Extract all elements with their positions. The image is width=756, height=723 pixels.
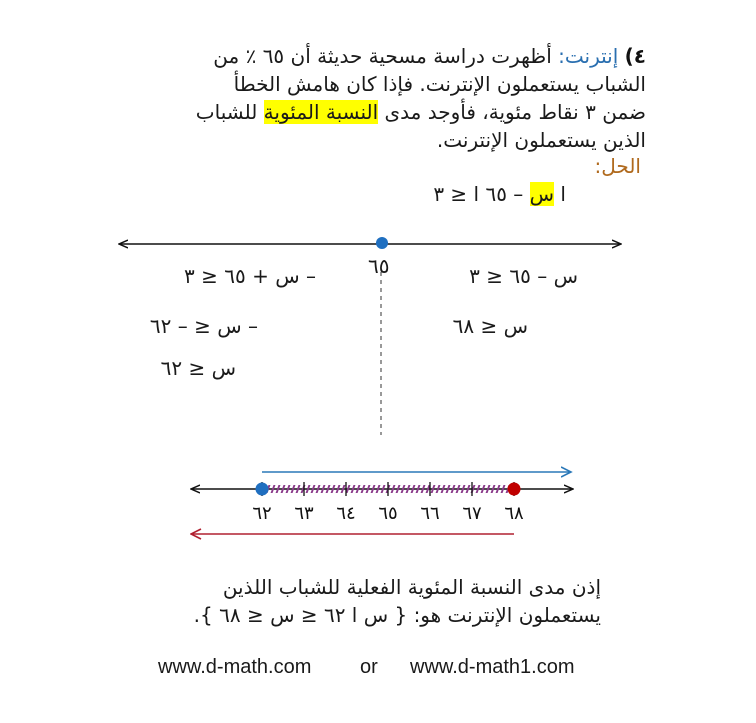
eq-variable: س (529, 182, 555, 206)
problem-text-1: أظهرت دراسة مسحية حديثة أن ٦٥ ٪ من (213, 44, 559, 68)
conclusion-line-2: يستعملون الإنترنت هو: { س ا ٦٢ ≤ س ≤ ٦٨ }. (193, 603, 601, 627)
problem-number: ٤) (624, 44, 646, 68)
left-case-line-1: – س + ٦٥ ≤ ٣ (184, 264, 316, 288)
tick-label: ٦٢ (252, 503, 272, 524)
left-case-line-3: س ≤ ٦٢ (160, 356, 236, 380)
problem-line-2: الشباب يستعملون الإنترنت. فإذا كان هامش الخطأ (233, 72, 646, 96)
problem-line-4: الذين يستعملون الإنترنت. (436, 128, 646, 152)
tick-label: ٦٦ (420, 503, 440, 524)
tick-label: ٦٨ (504, 503, 524, 524)
footer-site-1: www.d-math.com (158, 656, 312, 678)
tick-label: ٦٤ (336, 503, 356, 524)
right-endpoint (508, 483, 521, 496)
left-endpoint (256, 483, 269, 496)
problem-text-3a: ضمن ٣ نقاط مئوية، فأوجد مدى (378, 100, 646, 124)
conclusion-line-1: إذن مدى النسبة المئوية الفعلية للشباب اللذين (222, 575, 601, 599)
highlighted-term: النسبة المئوية (263, 100, 379, 124)
eq-start: ا (554, 182, 566, 206)
center-point (376, 237, 388, 249)
tick-label: ٦٥ (378, 503, 398, 524)
right-case-line-2: س ≤ ٦٨ (452, 314, 528, 338)
footer-separator: or (360, 656, 378, 678)
center-label: ٦٥ (368, 254, 390, 278)
left-case-line-2: – س ≤ – ٦٢ (149, 314, 258, 338)
tick-label: ٦٣ (294, 503, 314, 524)
problem-topic: إنترنت: (558, 44, 619, 68)
problem-text-3b: للشباب (195, 100, 264, 124)
solution-label: الحل: (594, 154, 641, 178)
footer-site-2: www.d-math1.com (410, 656, 575, 678)
right-case-line-1: س – ٦٥ ≤ ٣ (469, 264, 578, 288)
tick-label: ٦٧ (462, 503, 482, 524)
eq-end: – ٦٥ ا ≤ ٣ (433, 182, 530, 206)
tick-labels (252, 503, 524, 524)
